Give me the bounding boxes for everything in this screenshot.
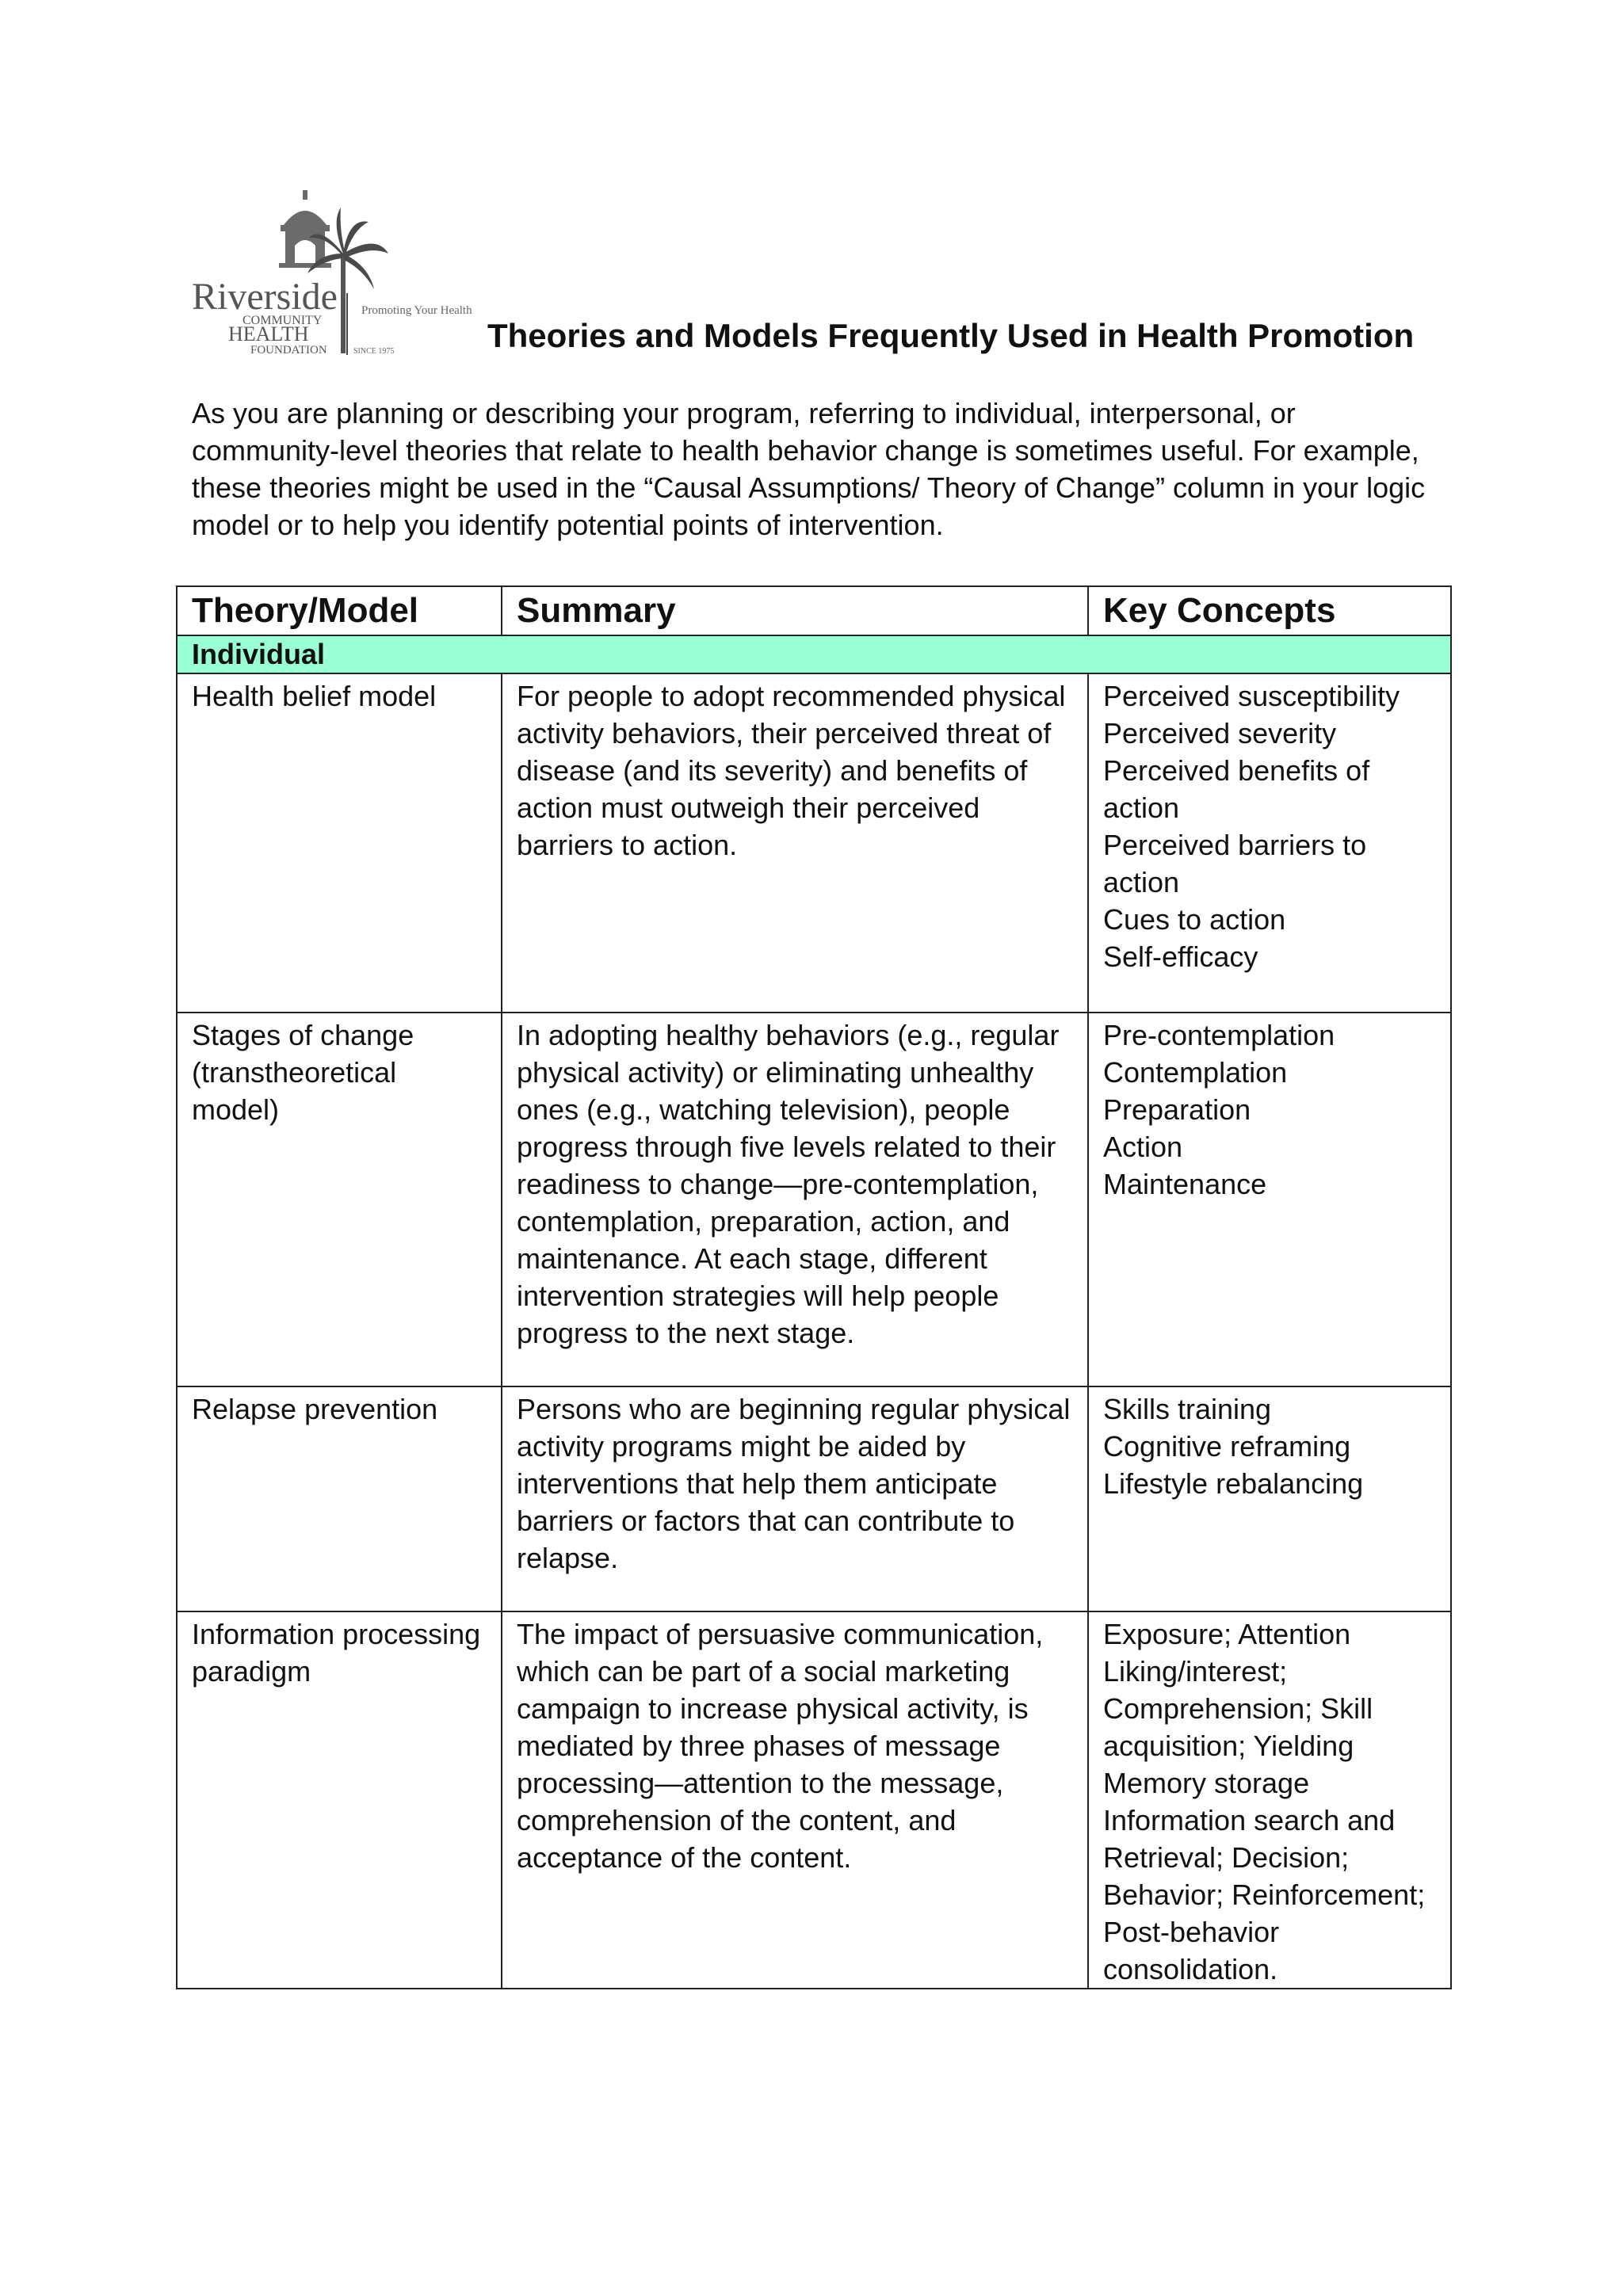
palm-dome-icon	[190, 190, 483, 357]
table-row	[177, 673, 1451, 1013]
table-header-row	[177, 586, 1451, 635]
table-row	[177, 1013, 1451, 1386]
concept-item: Liking/interest; Comprehension; Skill acquisition; Yielding	[1103, 1655, 1373, 1762]
concept-item: Memory storage	[1103, 1767, 1310, 1799]
logo-line3: HEALTH	[228, 322, 309, 345]
header-summary: Summary	[502, 586, 1088, 635]
theory-summary: The impact of persuasive communication, which can be part of a social marketing campaign to increase physical activity, is mediated by three phases of message processing—attention to the message, comprehension of the content, and acceptance of the content.	[502, 1611, 1088, 1989]
concept-item: Perceived barriers to action	[1103, 829, 1367, 898]
table-row	[177, 1611, 1451, 1989]
concept-item: Contemplation	[1103, 1056, 1288, 1089]
theory-name: Health belief model	[177, 673, 502, 1013]
key-concepts	[1088, 1611, 1451, 1989]
intro-paragraph: As you are planning or describing your program, referring to individual, interpersonal, or community-level theories that relate to health behavior change is sometimes useful. For example, these theories might be used in the “Causal Assumptions/ Theory of Change” column in your logic model or to help you identify potential points of intervention.	[192, 397, 1426, 541]
header-key-concepts: Key Concepts	[1088, 586, 1451, 635]
concept-item: Action	[1103, 1131, 1183, 1163]
logo-tagline: Promoting Your Health	[361, 304, 472, 317]
logo-name: Riverside	[192, 276, 338, 318]
group-label: Individual	[177, 635, 1451, 673]
key-concepts	[1088, 1386, 1451, 1611]
concept-item: Self-efficacy	[1103, 940, 1258, 973]
concept-item: Maintenance	[1103, 1168, 1267, 1200]
theory-name: Information processing paradigm	[177, 1611, 502, 1989]
theory-summary: Persons who are beginning regular physical activity programs might be aided by interventions that help them anticipate barriers or factors that can contribute to relapse.	[502, 1386, 1088, 1611]
concept-item: Pre-contemplation	[1103, 1019, 1335, 1051]
concept-item: Preparation	[1103, 1093, 1251, 1126]
logo-since: SINCE 1975	[353, 347, 395, 356]
key-concepts	[1088, 1013, 1451, 1386]
group-row-individual	[177, 635, 1451, 673]
concept-item: Skills training	[1103, 1393, 1272, 1425]
concept-item: Perceived benefits of action	[1103, 754, 1370, 824]
page-title: Theories and Models Frequently Used in Health Promotion	[487, 317, 1415, 354]
header-theory: Theory/Model	[177, 586, 502, 635]
theory-summary: For people to adopt recommended physical activity behaviors, their perceived threat of disease (and its severity) and benefits of action must outweigh their perceived barriers to action.	[502, 673, 1088, 1013]
logo-line2: COMMUNITY	[242, 314, 323, 327]
theory-name: Stages of change (transtheoretical model)	[177, 1013, 502, 1386]
concept-item: Perceived susceptibility	[1103, 680, 1400, 712]
theory-name: Relapse prevention	[177, 1386, 502, 1611]
riverside-logo	[190, 190, 483, 357]
concept-item: Exposure; Attention	[1103, 1618, 1351, 1650]
key-concepts	[1088, 673, 1451, 1013]
concept-item: Cognitive reframing	[1103, 1430, 1351, 1463]
theories-table	[176, 585, 1452, 1989]
theory-summary: In adopting healthy behaviors (e.g., regular physical activity) or eliminating unhealthy ones (e.g., watching television), people progress through five levels related to their readiness to change—pre-contemplation, contemplation, preparation, action, and maintenance. At each stage, different intervention strategies will help people progress to the next stage.	[502, 1013, 1088, 1386]
concept-item: Information search and Retrieval; Decision; Behavior; Reinforcement; Post-behavior consolidation.	[1103, 1804, 1426, 1985]
concept-item: Cues to action	[1103, 903, 1286, 936]
concept-item: Lifestyle rebalancing	[1103, 1467, 1364, 1500]
table-row	[177, 1386, 1451, 1611]
logo-line4: FOUNDATION	[250, 344, 327, 357]
concept-item: Perceived severity	[1103, 717, 1337, 749]
